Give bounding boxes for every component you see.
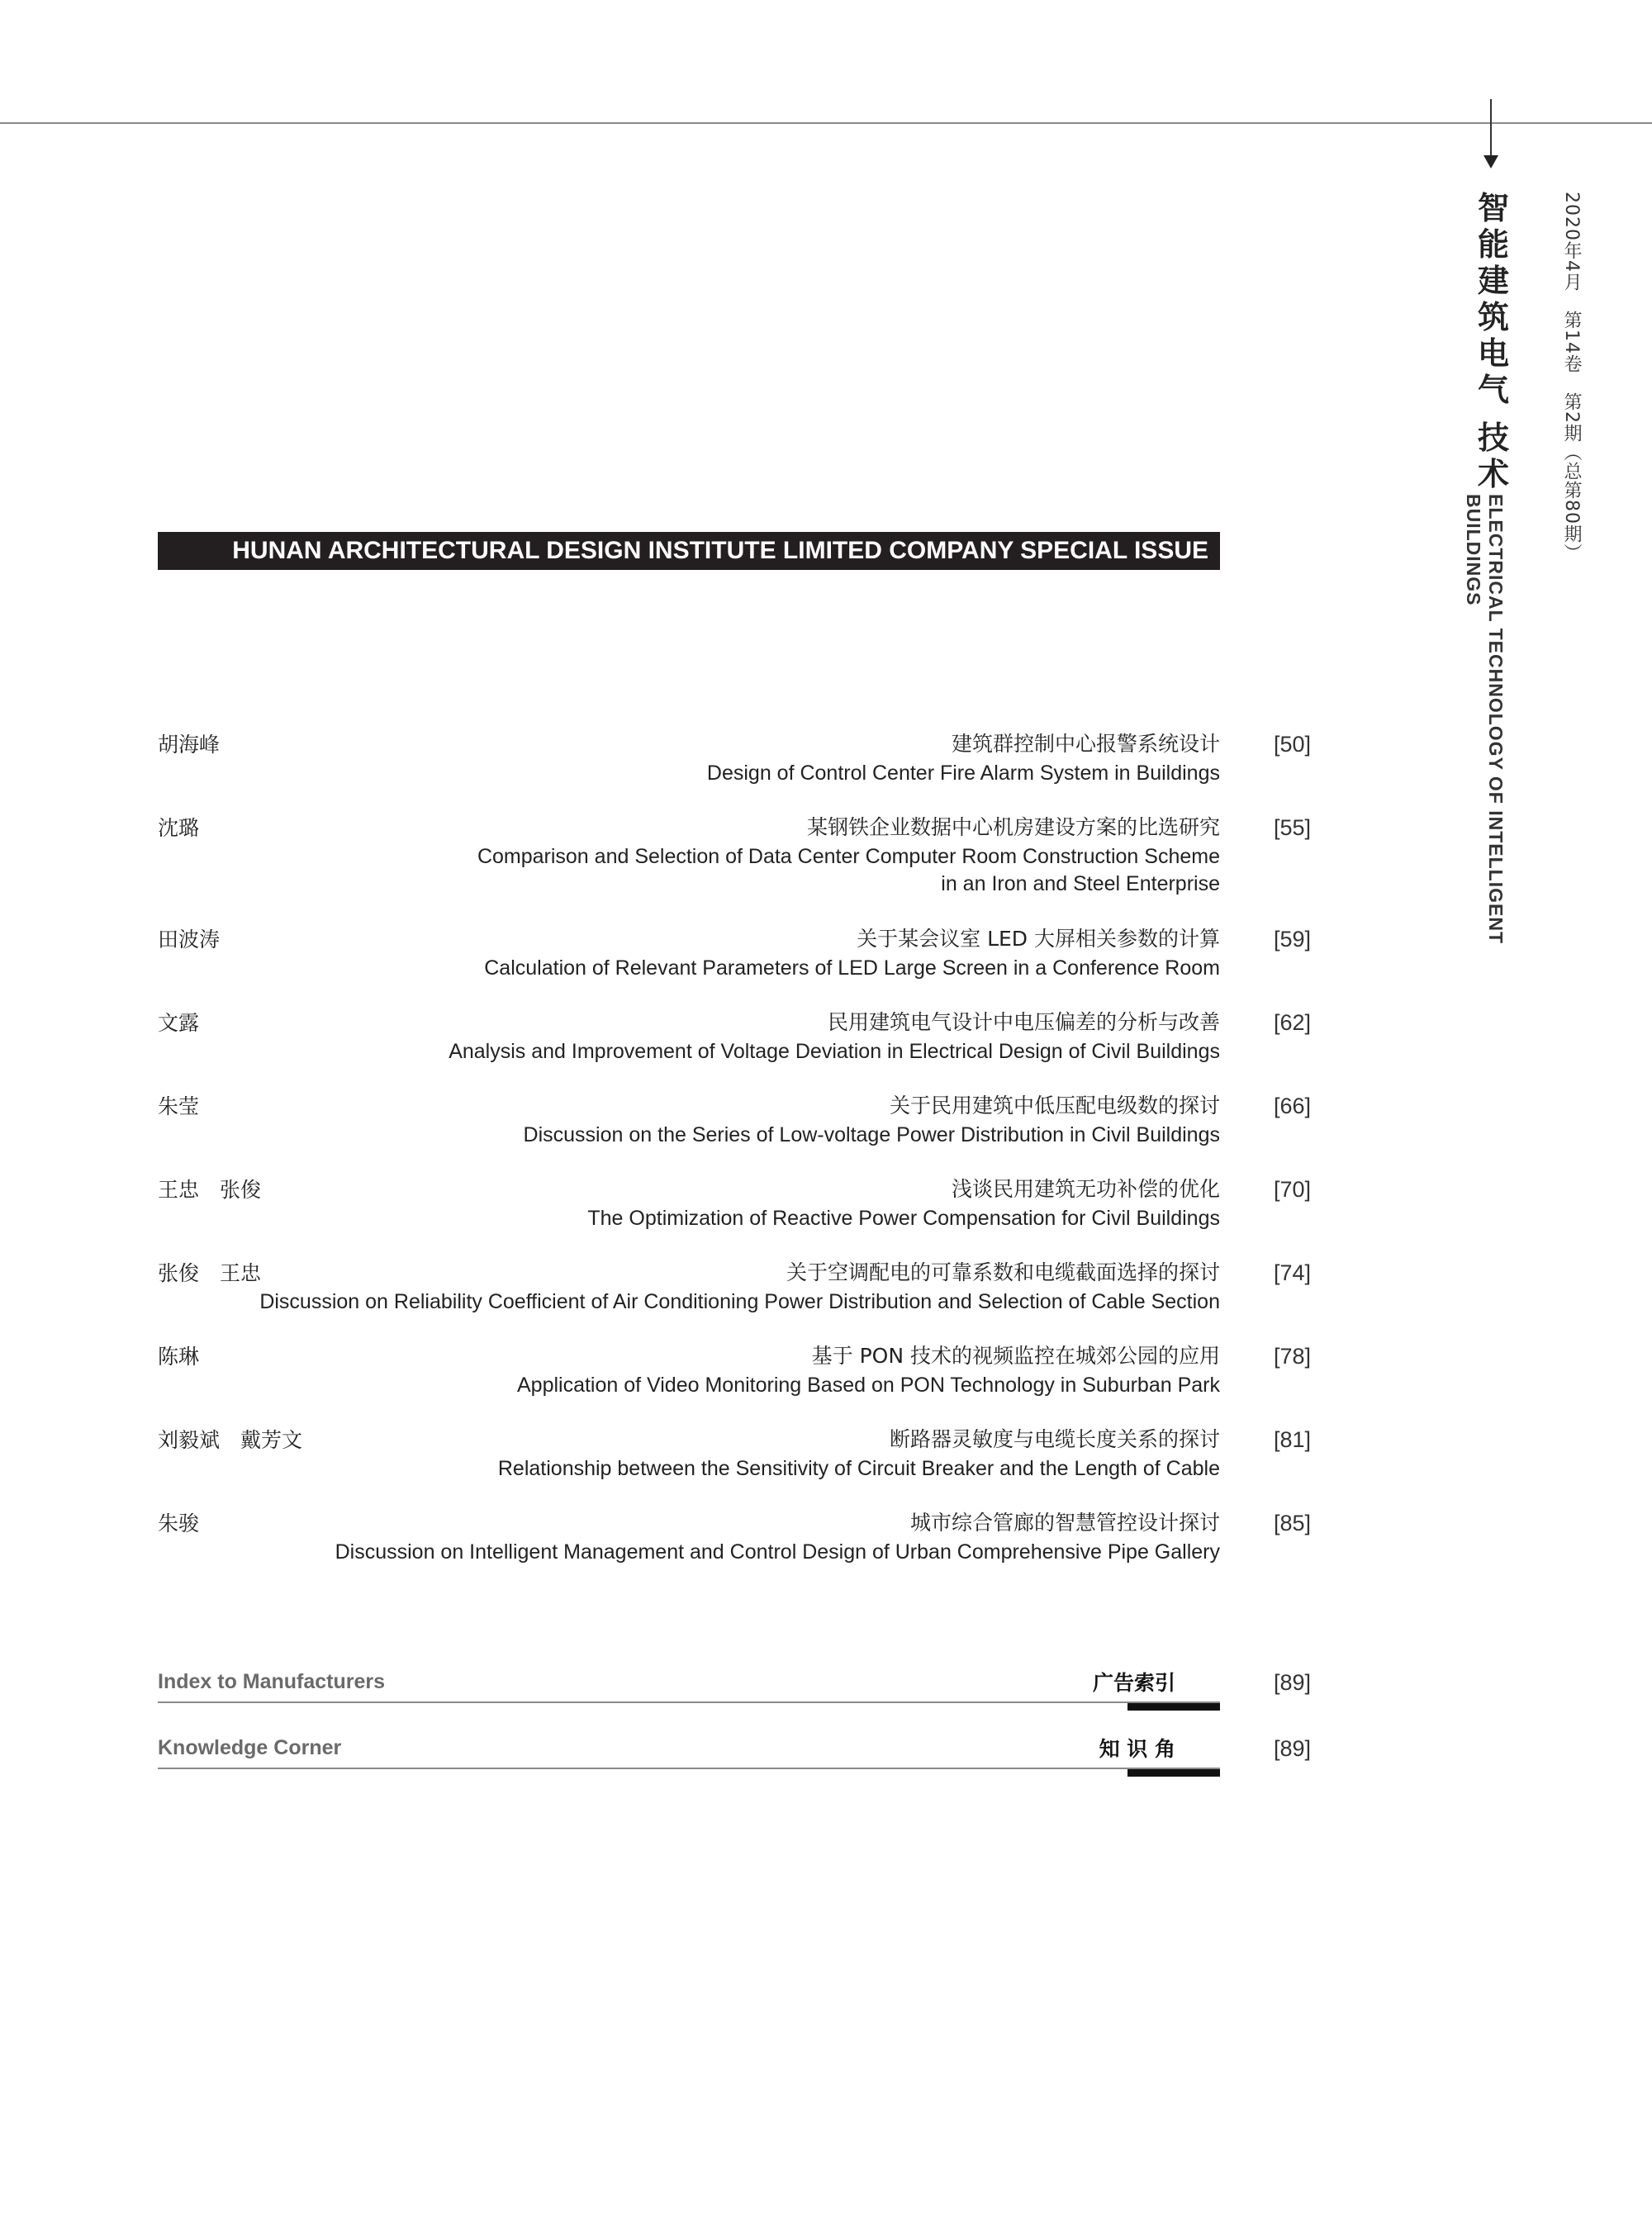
entry-page: [50] — [1273, 732, 1311, 757]
entry-title-en: in an Iron and Steel Enterprise — [941, 872, 1220, 895]
entry-title-en: Discussion on the Series of Low-voltage Power Distribution in Civil Buildings — [523, 1123, 1220, 1146]
entry-title-en: Relationship between the Sensitivity of Circuit Breaker and the Length of Cable — [497, 1457, 1220, 1480]
entry-titles — [229, 923, 1220, 982]
entry-title-cn: 某钢铁企业数据中心机房建设方案的比选研究 — [806, 815, 1220, 839]
entry-title-cn: 关于民用建筑中低压配电级数的探讨 — [889, 1094, 1220, 1118]
arrow-line — [1490, 99, 1492, 157]
banner-text: HUNAN ARCHITECTURAL DESIGN INSTITUTE LIMITED COMPANY SPECIAL ISSUE — [232, 537, 1208, 564]
entry-titles — [229, 728, 1220, 787]
entry-title-cn: 关于某会议室 LED 大屏相关参数的计算 — [857, 927, 1220, 951]
journal-title-cn — [1470, 190, 1517, 492]
index-bar — [1127, 1703, 1220, 1711]
entry-title-en: Comparison and Selection of Data Center Computer Room Construction Scheme — [477, 845, 1220, 868]
entry-page: [70] — [1273, 1177, 1311, 1202]
down-arrow-icon — [1483, 155, 1498, 168]
entry-title-en: Design of Control Center Fire Alarm System in Buildings — [706, 762, 1220, 785]
entry-titles — [229, 812, 1220, 898]
entry-titles — [229, 1174, 1220, 1232]
entry-page: [66] — [1273, 1094, 1311, 1118]
entry-title-en: Application of Video Monitoring Based on PON Technology in Suburban Park — [516, 1374, 1220, 1397]
entry-titles — [229, 1090, 1220, 1149]
entry-author: 刘毅斌 戴芳文 — [158, 1428, 303, 1452]
entry-title-en: Calculation of Relevant Parameters of LED Large Screen in a Conference Room — [484, 956, 1220, 980]
index-to-manufacturers[interactable] — [158, 1662, 1311, 1711]
journal-title-char: 气 — [1477, 372, 1509, 408]
journal-title-char: 智 — [1477, 190, 1509, 226]
entry-page: [59] — [1273, 927, 1311, 952]
entry-page: [81] — [1273, 1427, 1311, 1452]
entry-titles — [229, 1507, 1220, 1566]
entry-title-cn: 断路器灵敏度与电缆长度关系的探讨 — [889, 1427, 1220, 1451]
entry-titles — [229, 1007, 1220, 1065]
entry-author: 张俊 王忠 — [158, 1261, 262, 1285]
journal-title-char: 电 — [1477, 335, 1509, 372]
journal-title-char: 筑 — [1477, 299, 1509, 335]
index-rule — [158, 1768, 1220, 1769]
entry-page: [78] — [1273, 1344, 1311, 1369]
issue-info: 2020年4月 第14卷 第2期（总第80期） — [1561, 192, 1582, 562]
journal-title-char: 能 — [1477, 226, 1509, 263]
entry-author: 田波涛 — [158, 928, 221, 952]
entry-title-cn: 民用建筑电气设计中电压偏差的分析与改善 — [827, 1010, 1220, 1034]
entry-title-en: Analysis and Improvement of Voltage Deviation in Electrical Design of Civil Buildings — [449, 1040, 1220, 1063]
entry-titles — [229, 1257, 1220, 1316]
index-label-en: Knowledge Corner — [158, 1736, 342, 1759]
index-rule — [158, 1701, 1220, 1703]
entry-title-en: Discussion on Intelligent Management and Control Design of Urban Comprehensive Pipe Gallery — [335, 1540, 1220, 1564]
entry-titles — [229, 1341, 1220, 1399]
entry-page: [74] — [1273, 1260, 1311, 1285]
entry-page: [55] — [1273, 815, 1311, 840]
entry-author: 胡海峰 — [158, 733, 221, 757]
entry-author: 沈璐 — [158, 816, 200, 840]
journal-title-en: ELECTRICAL TECHNOLOGY OF INTELLIGENT BUILDINGS — [1463, 494, 1507, 944]
top-rule — [0, 122, 1652, 124]
entry-author: 文露 — [158, 1011, 200, 1035]
entry-title-cn: 浅谈民用建筑无功补偿的优化 — [951, 1177, 1220, 1201]
index-label-cn: 知 识 角 — [1099, 1737, 1175, 1761]
entry-title-cn: 建筑群控制中心报警系统设计 — [951, 732, 1220, 756]
index-label-en: Index to Manufacturers — [158, 1670, 386, 1693]
entry-author: 朱莹 — [158, 1094, 200, 1118]
entry-title-en: Discussion on Reliability Coefficient of Air Conditioning Power Distribution and Selection of Cable Section — [259, 1290, 1220, 1313]
index-page: [89] — [1273, 1736, 1311, 1761]
special-issue-banner — [158, 532, 1220, 570]
entry-page: [62] — [1273, 1010, 1311, 1035]
entry-author: 陈琳 — [158, 1345, 200, 1369]
index-label-cn: 广告索引 — [1092, 1671, 1175, 1695]
entry-titles — [229, 1424, 1220, 1483]
knowledge-corner[interactable] — [158, 1728, 1311, 1777]
index-bar — [1127, 1769, 1220, 1777]
entry-title-cn: 基于 PON 技术的视频监控在城郊公园的应用 — [811, 1344, 1220, 1368]
journal-title-char: 技 — [1477, 420, 1509, 456]
entry-title-cn: 关于空调配电的可靠系数和电缆截面选择的探讨 — [786, 1260, 1220, 1284]
journal-title-char: 建 — [1477, 263, 1509, 299]
entry-author: 朱骏 — [158, 1512, 200, 1535]
entry-title-en: The Optimization of Reactive Power Compensation for Civil Buildings — [587, 1207, 1220, 1230]
entry-title-cn: 城市综合管廊的智慧管控设计探讨 — [909, 1511, 1220, 1535]
entry-author: 王忠 张俊 — [158, 1178, 262, 1202]
entry-page: [85] — [1273, 1511, 1311, 1535]
index-page: [89] — [1273, 1670, 1311, 1695]
journal-title-char: 术 — [1477, 456, 1509, 492]
